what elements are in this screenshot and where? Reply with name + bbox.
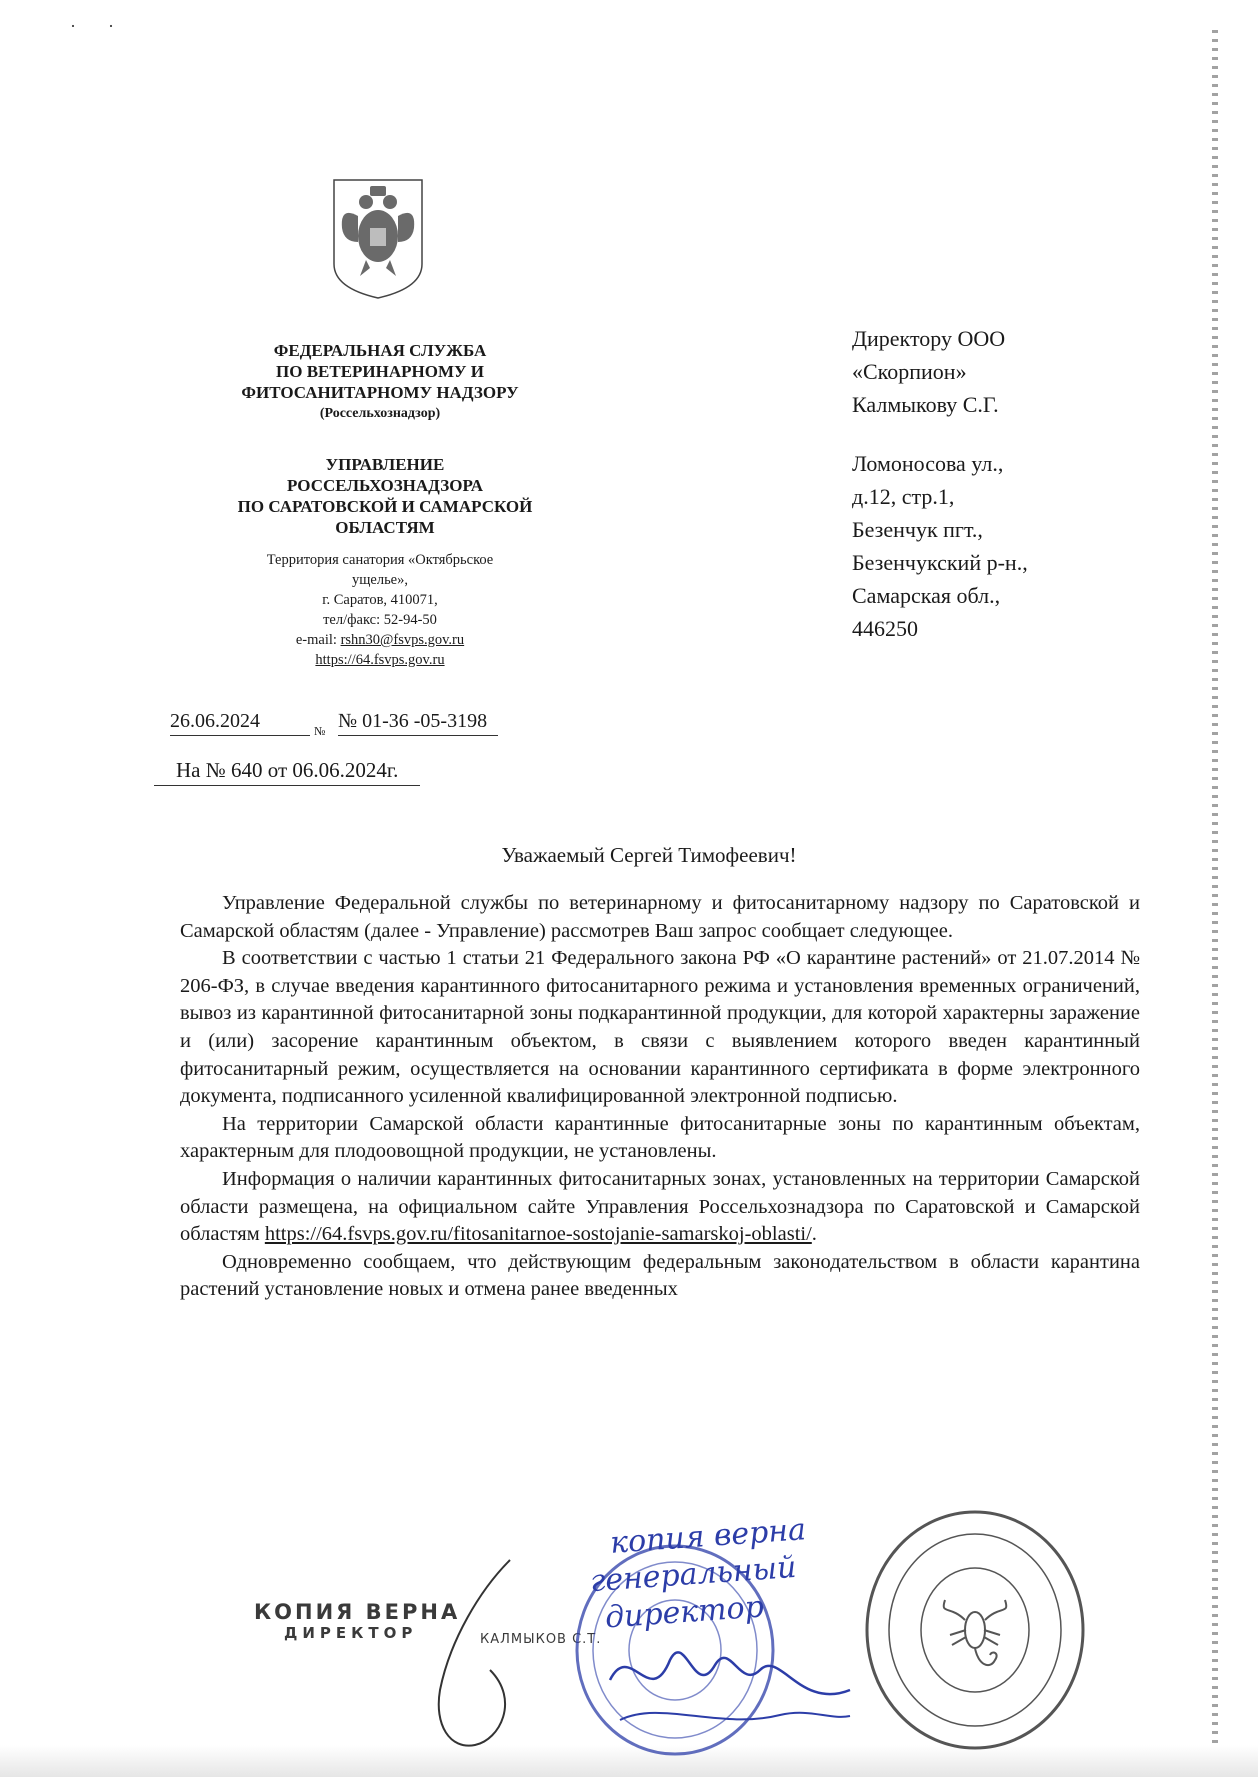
letter-body xyxy=(180,890,1140,1304)
org-line: ПО ВЕТЕРИНАРНОМУ И xyxy=(276,362,484,381)
handwritten-title: генеральный xyxy=(588,1549,798,1600)
dept-line: ПО САРАТОВСКОЙ И САМАРСКОЙ xyxy=(237,497,533,516)
recipient-line: Директору ООО xyxy=(852,326,1006,351)
address-line: Территория санатория «Октябрьское xyxy=(266,552,494,568)
address-line: г. Саратов, 410071, xyxy=(322,592,438,608)
signature-scribble-icon xyxy=(420,1550,540,1760)
letter-date: 26.06.2024 xyxy=(170,710,310,736)
org-line: ФЕДЕРАЛЬНАЯ СЛУЖБА xyxy=(273,341,487,360)
reference-line: На № 640 от 06.06.2024г. xyxy=(154,758,420,786)
scan-specks: ·· xyxy=(70,16,146,36)
recipient-address-line: д.12, стр.1, xyxy=(852,484,955,509)
dept-line: ОБЛАСТЯМ xyxy=(335,518,435,537)
body-text: Информация о наличии карантинных фитосанитарных зонах, установленных на территории Самарской области размещена, на официальном сайте Управления Россельхознадзора по Саратовской и Самарской областям xyxy=(180,1167,1140,1246)
company-seal-icon xyxy=(860,1505,1090,1755)
handwritten-signature-icon xyxy=(600,1620,860,1740)
handwritten-copy-note: копия верна xyxy=(608,1512,808,1561)
org-short-name: (Россельхознадзор) xyxy=(319,406,441,421)
address-line: тел/факс: 52-94-50 xyxy=(323,612,437,628)
handwritten-title: директор xyxy=(603,1589,765,1636)
email-link[interactable]: rshn30@fsvps.gov.ru xyxy=(340,632,465,648)
body-text: . xyxy=(811,1223,817,1246)
salutation: Уважаемый Сергей Тимофеевич! xyxy=(501,843,797,867)
body-paragraph xyxy=(180,1166,1140,1249)
website-link[interactable]: https://64.fsvps.gov.ru xyxy=(315,652,445,668)
recipient-line: Калмыкову С.Г. xyxy=(852,392,999,417)
copy-stamp-position: ДИРЕКТОР xyxy=(284,1624,418,1642)
letter-number: № 01-36 -05-3198 xyxy=(338,710,498,736)
dept-line: УПРАВЛЕНИЕ xyxy=(325,455,445,474)
email-label: e-mail: xyxy=(295,632,341,648)
recipient-address-line: Самарская обл., xyxy=(852,583,1001,608)
body-paragraph: На территории Самарской области карантинные фитосанитарные зоны по карантинным объектам, характерным для плодоовощной продукции, не установлены. xyxy=(180,1112,1140,1163)
department-name xyxy=(180,454,590,538)
email-line xyxy=(195,630,565,650)
organization-name xyxy=(170,340,590,424)
dept-line: РОССЕЛЬХОЗНАДЗОРА xyxy=(287,476,483,495)
recipient-address-line: Ломоносова ул., xyxy=(852,451,1004,476)
director-name-stamp: КАЛМЫКОВ С.Т. xyxy=(480,1632,602,1647)
scan-edge-right xyxy=(1212,30,1218,1750)
sender-address xyxy=(195,550,565,670)
body-paragraph: Одновременно сообщаем, что действующим федеральным законодательством в области карантина растений установление новых и отмена ранее введенных xyxy=(180,1250,1140,1301)
body-paragraph: Управление Федеральной службы по ветеринарному и фитосанитарному надзору по Саратовской и Самарской областям (далее - Управление) рассмотрев Ваш запрос сообщает следующее. xyxy=(180,892,1140,942)
website-link[interactable]: https://64.fsvps.gov.ru/fitosanitarnoe-sostojanie-samarskoj-oblasti/ xyxy=(264,1223,812,1246)
recipient-line: «Скорпион» xyxy=(852,359,967,384)
org-line: ФИТОСАНИТАРНОМУ НАДЗОРУ xyxy=(241,383,519,402)
recipient-address xyxy=(852,447,1112,645)
recipient-address-line: Безенчукский р-н., xyxy=(852,550,1028,575)
address-line: ущелье», xyxy=(351,572,408,588)
recipient-block xyxy=(852,322,1112,421)
recipient-address-line: 446250 xyxy=(852,616,918,641)
body-paragraph: В соответствии с частью 1 статьи 21 Федерального закона РФ «О карантине растений» от 21.07.2014 № 206-ФЗ, в случае введения карантинного фитосанитарного режима и установления временных ограничений, вывоз из карантинной фитосанитарной зоны подкарантинной продукции, для которой характерны заражение и (или) засорение карантинным объектом, в связи с выявлением которого введен карантинный фитосанитарный режим, осуществляется на основании карантинного сертификата в форме электронного документа, подписанного усиленной квалифицированной электронной подписью. xyxy=(180,947,1140,1108)
coat-of-arms-icon xyxy=(330,176,426,300)
number-sign: № xyxy=(314,724,326,738)
recipient-address-line: Безенчук пгт., xyxy=(852,517,983,542)
copy-stamp-title: КОПИЯ ВЕРНА xyxy=(254,1600,461,1624)
